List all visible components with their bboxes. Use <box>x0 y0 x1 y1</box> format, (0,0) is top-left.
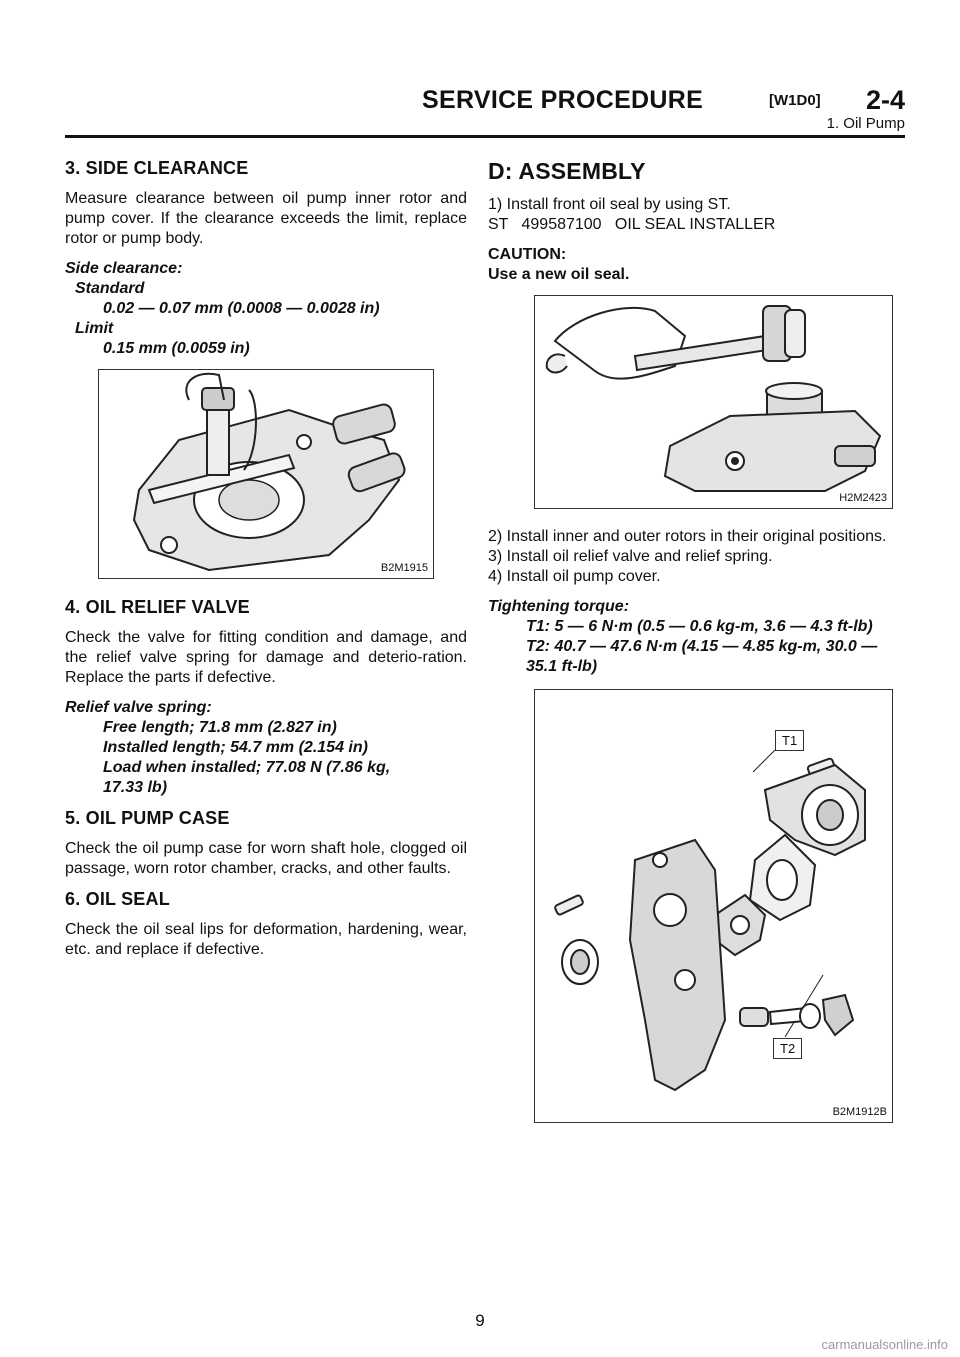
figure-label: B2M1915 <box>380 562 428 574</box>
spec-standard-label: Standard <box>75 280 145 297</box>
spec-title: Side clearance: <box>65 260 183 277</box>
header-code: [W1D0] <box>769 92 821 109</box>
spec-limit-label: Limit <box>75 320 114 337</box>
right-column <box>488 158 890 1141</box>
assembly-heading: D: ASSEMBLY <box>488 158 646 184</box>
oil-seal-heading: 6. OIL SEAL <box>65 889 170 909</box>
spec-line: 17.33 lb) <box>103 779 168 796</box>
header-rule <box>65 135 905 138</box>
tightening-torque-spec <box>488 597 890 677</box>
side-clearance-spec <box>65 259 467 359</box>
step-3: 3) Install oil relief valve and relief spring. <box>488 548 773 565</box>
spec-standard-value: 0.02 — 0.07 mm (0.0008 — 0.0028 in) <box>103 300 380 317</box>
header-title: SERVICE PROCEDURE <box>422 86 704 114</box>
spec-line: Load when installed; 77.08 N (7.86 kg, <box>103 759 391 776</box>
oil-pump-case-heading: 5. OIL PUMP CASE <box>65 808 230 828</box>
special-tool-line: ST 499587100 OIL SEAL INSTALLER <box>488 216 776 233</box>
oil-seal-text: Check the oil seal lips for deformation, hardening, wear, etc. and replace if defective. <box>65 921 467 958</box>
side-clearance-text: Measure clearance between oil pump inner rotor and pump cover. If the clearance exceeds the limit, replace rotor or pump body. <box>65 190 467 247</box>
callout-t2: T2 <box>773 1038 802 1059</box>
spec-line: Installed length; 54.7 mm (2.154 in) <box>103 739 368 756</box>
pump-gauge-illustration <box>99 370 433 578</box>
step-2: 2) Install inner and outer rotors in their original positions. <box>488 528 887 545</box>
figure-label: B2M1912B <box>832 1106 887 1118</box>
torque-t2: T2: 40.7 — 47.6 N·m (4.15 — 4.85 kg-m, 30.0 — 35.1 ft-lb) <box>526 638 878 675</box>
page-number: 9 <box>475 1311 485 1330</box>
caution-text: Use a new oil seal. <box>488 266 630 283</box>
oil-relief-valve-text: Check the valve for fitting condition and damage, and the relief valve spring for damage and deterio-ration. Replace the parts if defective. <box>65 629 467 686</box>
figure-label: H2M2423 <box>839 492 887 504</box>
left-column <box>65 158 467 970</box>
oil-pump-case-text: Check the oil pump case for worn shaft hole, clogged oil passage, worn rotor chamber, cracks, and other faults. <box>65 840 467 877</box>
side-clearance-heading: 3. SIDE CLEARANCE <box>65 158 249 178</box>
caution-block <box>488 245 890 285</box>
torque-t1: T1: 5 — 6 N·m (0.5 — 0.6 kg-m, 3.6 — 4.3 ft-lb) <box>526 618 873 635</box>
spec-line: Free length; 71.8 mm (2.827 in) <box>103 719 337 736</box>
step-1: 1) Install front oil seal by using ST. <box>488 196 731 213</box>
figure-pump-exploded <box>534 689 893 1123</box>
header-subtitle: 1. Oil Pump <box>826 115 905 132</box>
spec-title: Tightening torque: <box>488 598 630 615</box>
figure-side-clearance <box>98 369 434 579</box>
figure-oil-seal-install <box>534 295 893 509</box>
spec-title: Relief valve spring: <box>65 699 212 716</box>
caution-title: CAUTION: <box>488 246 567 263</box>
watermark: carmanualsonline.info <box>821 1337 948 1352</box>
spec-limit-value: 0.15 mm (0.0059 in) <box>103 340 250 357</box>
step-4: 4) Install oil pump cover. <box>488 568 661 585</box>
page-header <box>65 86 905 134</box>
callout-t1: T1 <box>775 730 804 751</box>
hammer-installer-illustration <box>535 296 892 508</box>
oil-relief-valve-heading: 4. OIL RELIEF VALVE <box>65 597 250 617</box>
header-section: 2-4 <box>865 85 905 115</box>
relief-spring-spec <box>65 698 467 798</box>
exploded-pump-illustration <box>535 690 892 1122</box>
